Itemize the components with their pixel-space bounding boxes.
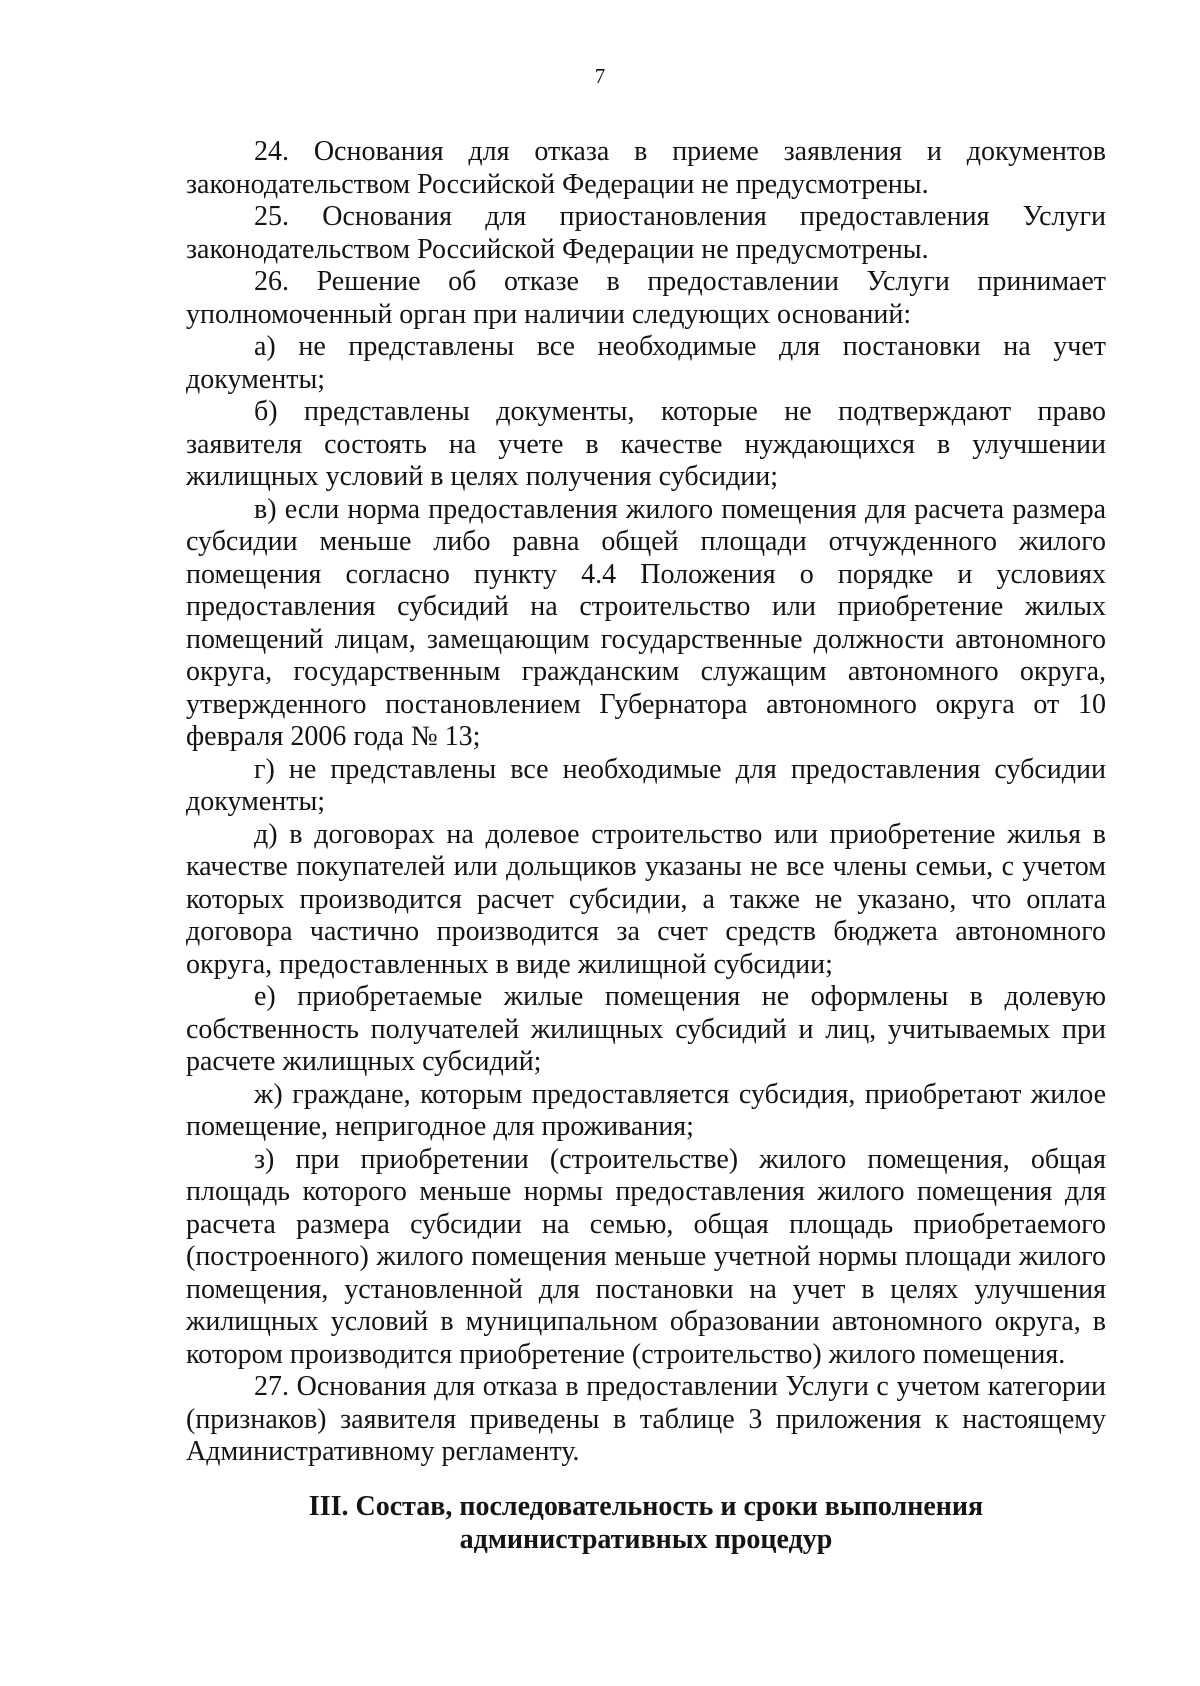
- list-item-v: в) если норма предоставления жилого помещения для расчета размера субсидии меньше либо равна общей площади отчужденного жилого помещения согласно пункту 4.4 Положения о порядке и условиях предоставления субсидий на строительство или приобретение жилых помещений лицам, замещающим государственные должности автономного округа, государственным гражданским служащим автономного округа, утвержденного постановлением Губернатора автономного округа от 10 февраля 2006 года № 13;: [186, 493, 1106, 752]
- list-item-b: б) представлены документы, которые не подтверждают право заявителя состоять на учете в качестве нуждающихся в улучшении жилищных условий в целях получения субсидии;: [186, 396, 1106, 492]
- paragraph-27: 27. Основания для отказа в предоставлении Услуги с учетом категории (признаков) заявителя приведены в таблице 3 приложения к настоящему Административному регламенту.: [186, 1371, 1106, 1467]
- paragraph-26: 26. Решение об отказе в предоставлении Услуги принимает уполномоченный орган при наличии следующих оснований:: [186, 266, 1106, 330]
- paragraph-25: 25. Основания для приостановления предоставления Услуги законодательством Российской Федерации не предусмотрены.: [186, 201, 1106, 265]
- paragraph-24: 24. Основания для отказа в приеме заявления и документов законодательством Российской Федерации не предусмотрены.: [186, 136, 1106, 200]
- list-item-e: е) приобретаемые жилые помещения не оформлены в долевую собственность получателей жилищных субсидий и лиц, учитываемых при расчете жилищных субсидий;: [186, 981, 1106, 1077]
- list-item-g: г) не представлены все необходимые для предоставления субсидии документы;: [186, 753, 1106, 817]
- list-item-zh: ж) граждане, которым предоставляется субсидия, приобретают жилое помещение, непригодное для проживания;: [186, 1078, 1106, 1142]
- list-item-z: з) при приобретении (строительстве) жилого помещения, общая площадь которого меньше нормы предоставления жилого помещения для расчета размера субсидии на семью, общая площадь приобретаемого (построенного) жилого помещения меньше учетной нормы площади жилого помещения, установленной для постановки на учет в целях улучшения жилищных условий в муниципальном образовании автономного округа, в котором производится приобретение (строительство) жилого помещения.: [186, 1143, 1106, 1370]
- list-item-a: а) не представлены все необходимые для постановки на учет документы;: [186, 331, 1106, 395]
- section-heading: [186, 1491, 1106, 1556]
- page-number: 7: [594, 64, 606, 88]
- section-heading-line-2: административных процедур: [459, 1523, 833, 1555]
- section-heading-line-1: III. Состав, последовательность и сроки выполнения: [308, 1491, 984, 1522]
- document-body: [186, 136, 1106, 1469]
- list-item-d: д) в договорах на долевое строительство или приобретение жилья в качестве покупателей или дольщиков указаны не все члены семьи, с учетом которых производится расчет субсидии, а также не указано, что оплата договора частично производится за счет средств бюджета автономного округа, предоставленных в виде жилищной субсидии;: [186, 818, 1106, 980]
